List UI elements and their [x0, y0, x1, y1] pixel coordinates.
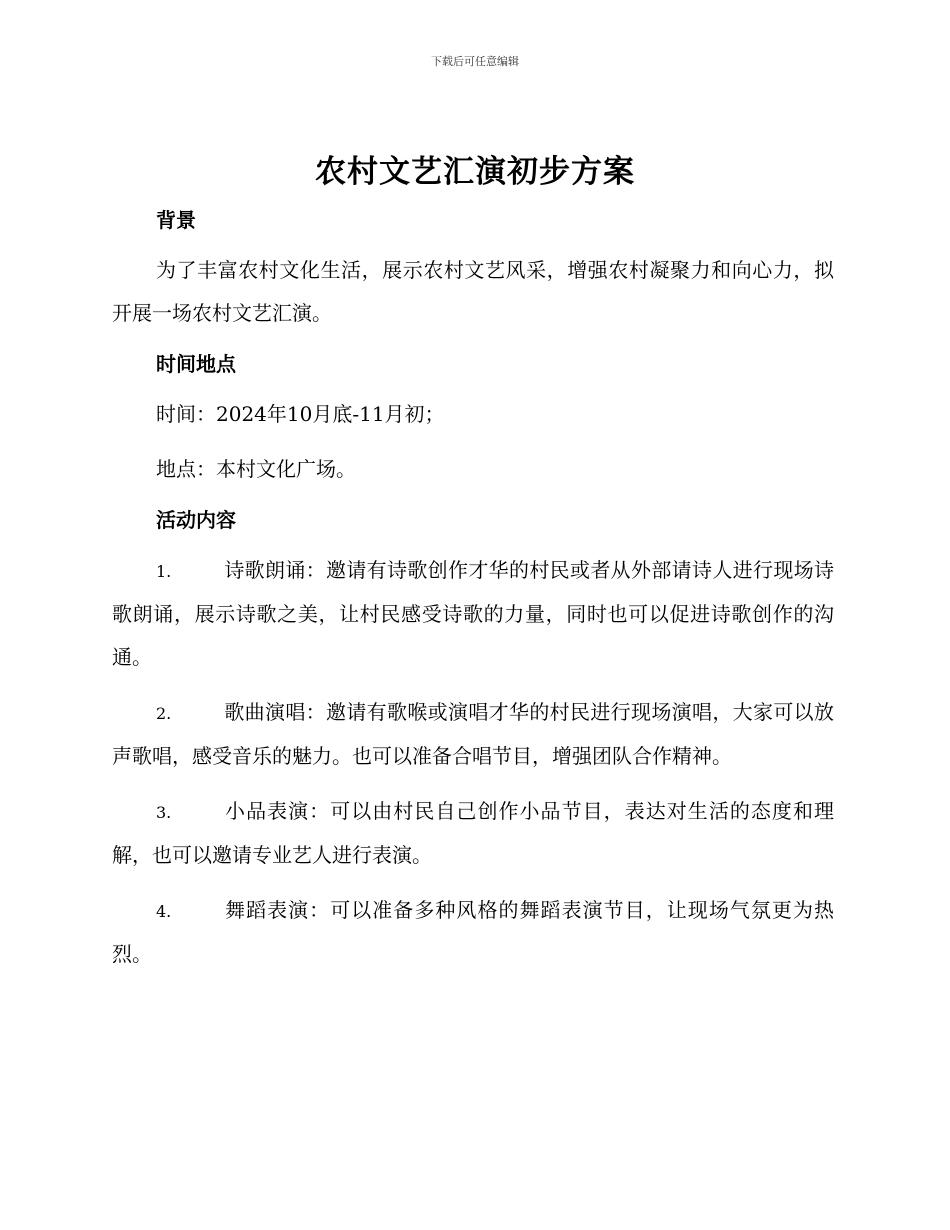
list-item	[112, 691, 834, 778]
list-item-number: 2.	[156, 704, 172, 723]
section-heading-background: 背景	[156, 208, 196, 232]
list-item-text: 舞蹈表演：可以准备多种风格的舞蹈表演节目，让现场气氛更为热烈。	[112, 898, 834, 966]
list-item-number: 4.	[156, 902, 172, 921]
document-body	[112, 203, 834, 976]
page-title: 农村文艺汇演初步方案	[315, 154, 635, 190]
section-heading-activities: 活动内容	[156, 508, 236, 532]
section-heading-time-place: 时间地点	[156, 352, 236, 376]
list-item-text: 歌曲演唱：邀请有歌喉或演唱才华的村民进行现场演唱，大家可以放声歌唱，感受音乐的魅力。也可以准备合唱节目，增强团队合作精神。	[112, 700, 834, 768]
list-item	[112, 790, 834, 877]
list-item-text: 小品表演：可以由村民自己创作小品节目，表达对生活的态度和理解，也可以邀请专业艺人进行表演。	[112, 799, 834, 867]
time-line: 时间：2024年10月底-11月初；	[156, 402, 445, 426]
list-item-number: 3.	[156, 803, 172, 822]
list-item-number: 1.	[156, 562, 172, 581]
background-paragraph: 为了丰富农村文化生活，展示农村文艺风采，增强农村凝聚力和向心力，拟开展一场农村文艺汇演。	[112, 258, 834, 325]
header-note: 下载后可任意编辑	[431, 55, 519, 68]
list-item-text: 诗歌朗诵：邀请有诗歌创作才华的村民或者从外部请诗人进行现场诗歌朗诵，展示诗歌之美，让村民感受诗歌的力量，同时也可以促进诗歌创作的沟通。	[112, 558, 834, 669]
place-line: 地点：本村文化广场。	[156, 457, 356, 481]
list-item	[112, 549, 834, 679]
list-item	[112, 889, 834, 976]
